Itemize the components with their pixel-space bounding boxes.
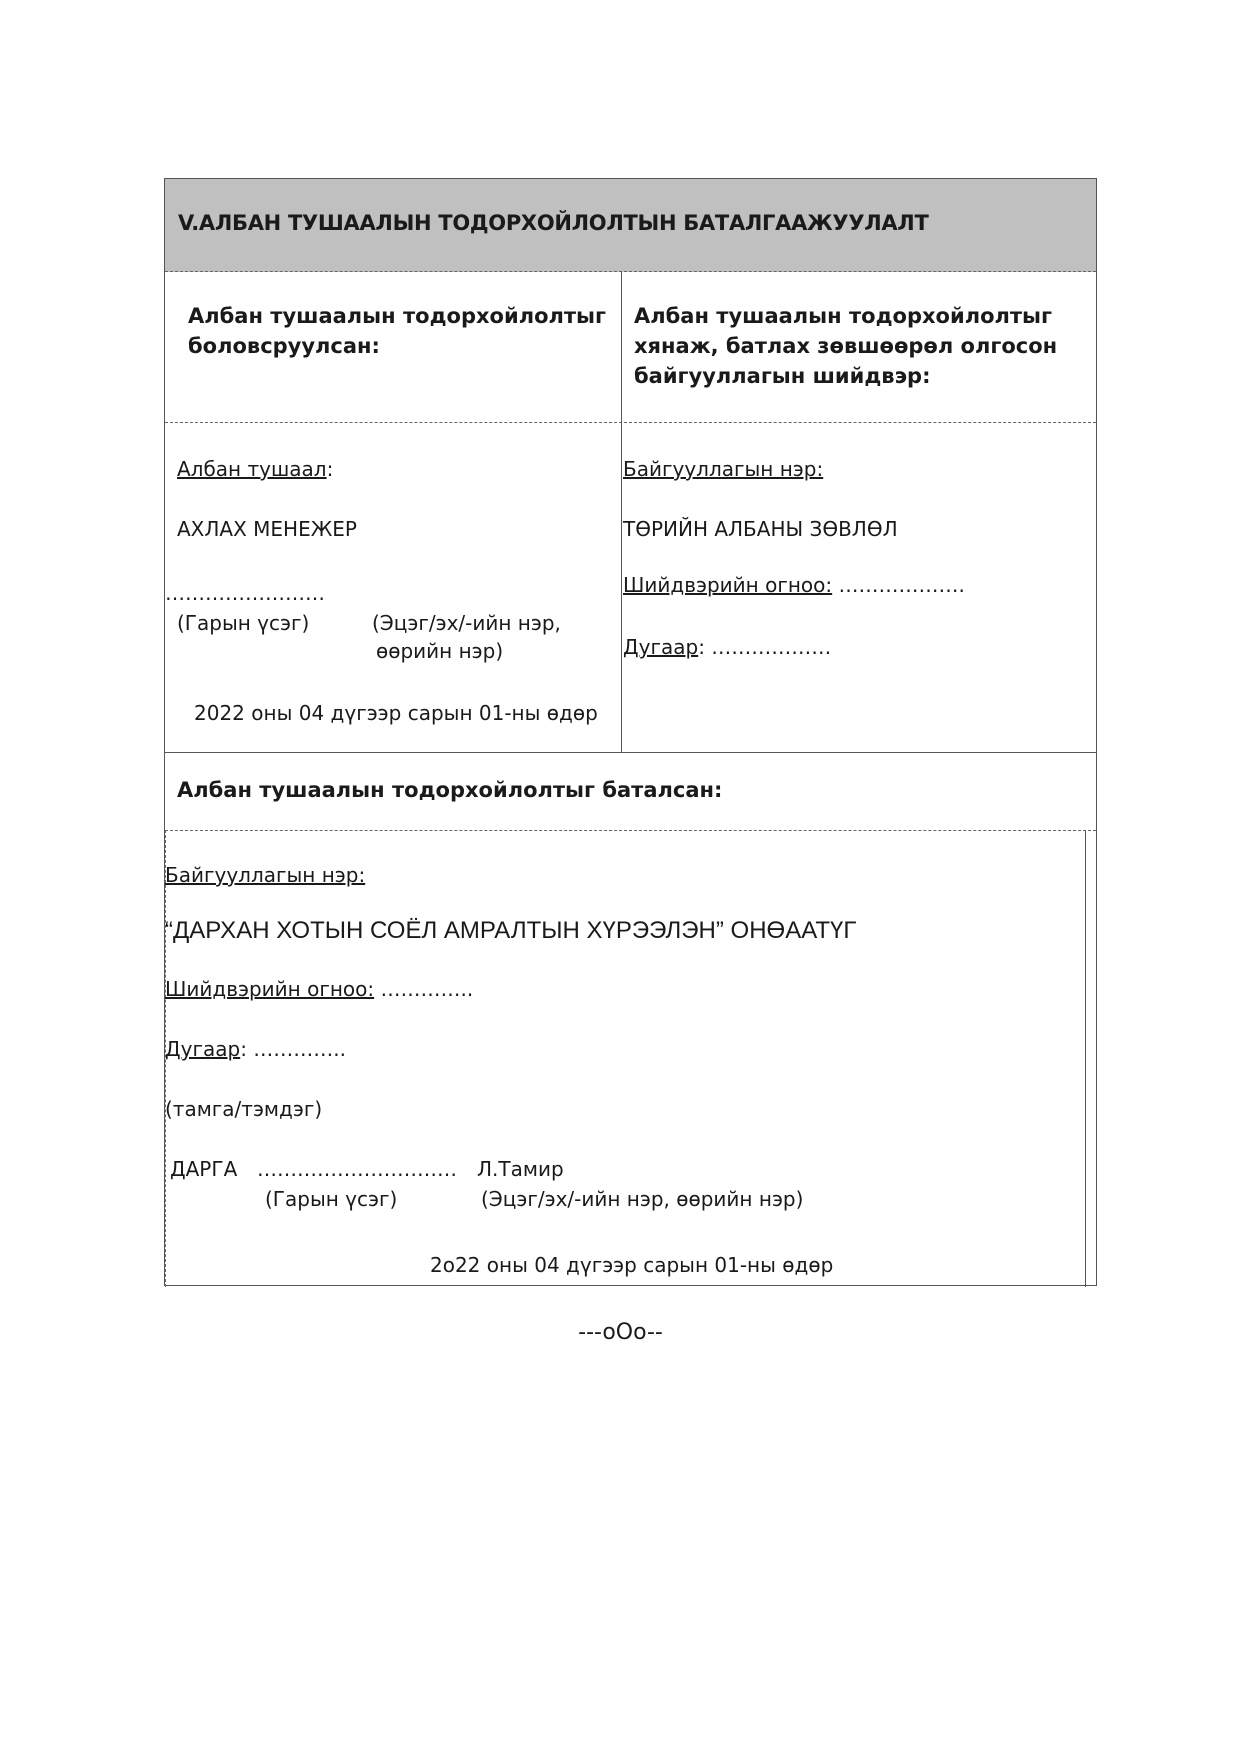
row-divider	[165, 830, 1096, 831]
signature-caption: (Гарын үсэг)	[177, 611, 310, 635]
position-field	[177, 457, 333, 481]
approved-heading: Албан тушаалын тодорхойлолтыг баталсан:	[177, 778, 723, 802]
signer-signature-line: …………………………	[257, 1157, 457, 1181]
closing-mark: ---oOo--	[578, 1320, 663, 1345]
decision-date-label: Шийдвэрийн огноо:	[165, 977, 375, 1001]
approval-form	[164, 178, 1097, 1286]
signature-line: ……………………	[165, 581, 325, 605]
decision-date-blank: …………..	[374, 977, 474, 1001]
approved-decision-date	[165, 977, 473, 1001]
approved-date: 2o22 оны 04 дүгээр сарын 01-ны өдөр	[430, 1253, 834, 1277]
row-divider	[165, 422, 1096, 423]
number-blank: : …………..	[240, 1037, 346, 1061]
number-label: Дугаар	[623, 635, 699, 659]
approved-org-value: “ДАРХАН ХОТЫН СОЁЛ АМРАЛТЫН ХҮРЭЭЛЭН” ОНӨААТҮГ	[165, 917, 857, 944]
reviewed-heading-line3: байгууллагын шийдвэр:	[634, 364, 931, 388]
position-value: АХЛАХ МЕНЕЖЕР	[177, 517, 357, 541]
signer-name-caption: (Эцэг/эх/-ийн нэр, өөрийн нэр)	[481, 1187, 804, 1211]
approved-number	[165, 1037, 346, 1061]
reviewed-org-value: ТӨРИЙН АЛБАНЫ ЗӨВЛӨЛ	[623, 517, 898, 541]
reviewed-heading-line2: хянаж, батлах зөвшөөрөл олгосон	[634, 334, 1058, 358]
approved-org-label: Байгууллагын нэр:	[165, 863, 366, 887]
decision-date-label: Шийдвэрийн огноо:	[623, 573, 833, 597]
number-blank: : ………………	[698, 635, 832, 659]
inner-right-border	[1085, 830, 1086, 1287]
row-divider	[165, 752, 1096, 753]
number-label: Дугаар	[165, 1037, 241, 1061]
position-colon: :	[326, 457, 334, 481]
decision-date-blank: ……………….	[832, 573, 965, 597]
position-label: Албан тушаал	[177, 457, 327, 481]
reviewed-heading-line1: Албан тушаалын тодорхойлолтыг	[634, 304, 1053, 328]
section-title: V.АЛБАН ТУШААЛЫН ТОДОРХОЙЛОЛТЫН БАТАЛГААЖУУЛАЛТ	[178, 211, 929, 235]
name-caption-line1: (Эцэг/эх/-ийн нэр,	[372, 611, 561, 635]
prepared-heading-line2: боловсруулсан:	[188, 334, 380, 358]
reviewed-org-label: Байгууллагын нэр:	[623, 457, 824, 481]
signer-signature-caption: (Гарын үсэг)	[265, 1187, 398, 1211]
signer-title: ДАРГА	[170, 1157, 238, 1181]
signer-name: Л.Тамир	[477, 1157, 564, 1181]
column-divider	[621, 271, 622, 752]
section-header	[165, 179, 1096, 272]
reviewed-decision-date	[623, 573, 965, 597]
prepared-date: 2022 оны 04 дүгээр сарын 01-ны өдөр	[194, 701, 598, 725]
stamp-placeholder: (тамга/тэмдэг)	[165, 1097, 323, 1121]
name-caption-line2: өөрийн нэр)	[376, 639, 504, 663]
reviewed-number	[623, 635, 831, 659]
prepared-heading-line1: Албан тушаалын тодорхойлолтыг	[188, 304, 607, 328]
